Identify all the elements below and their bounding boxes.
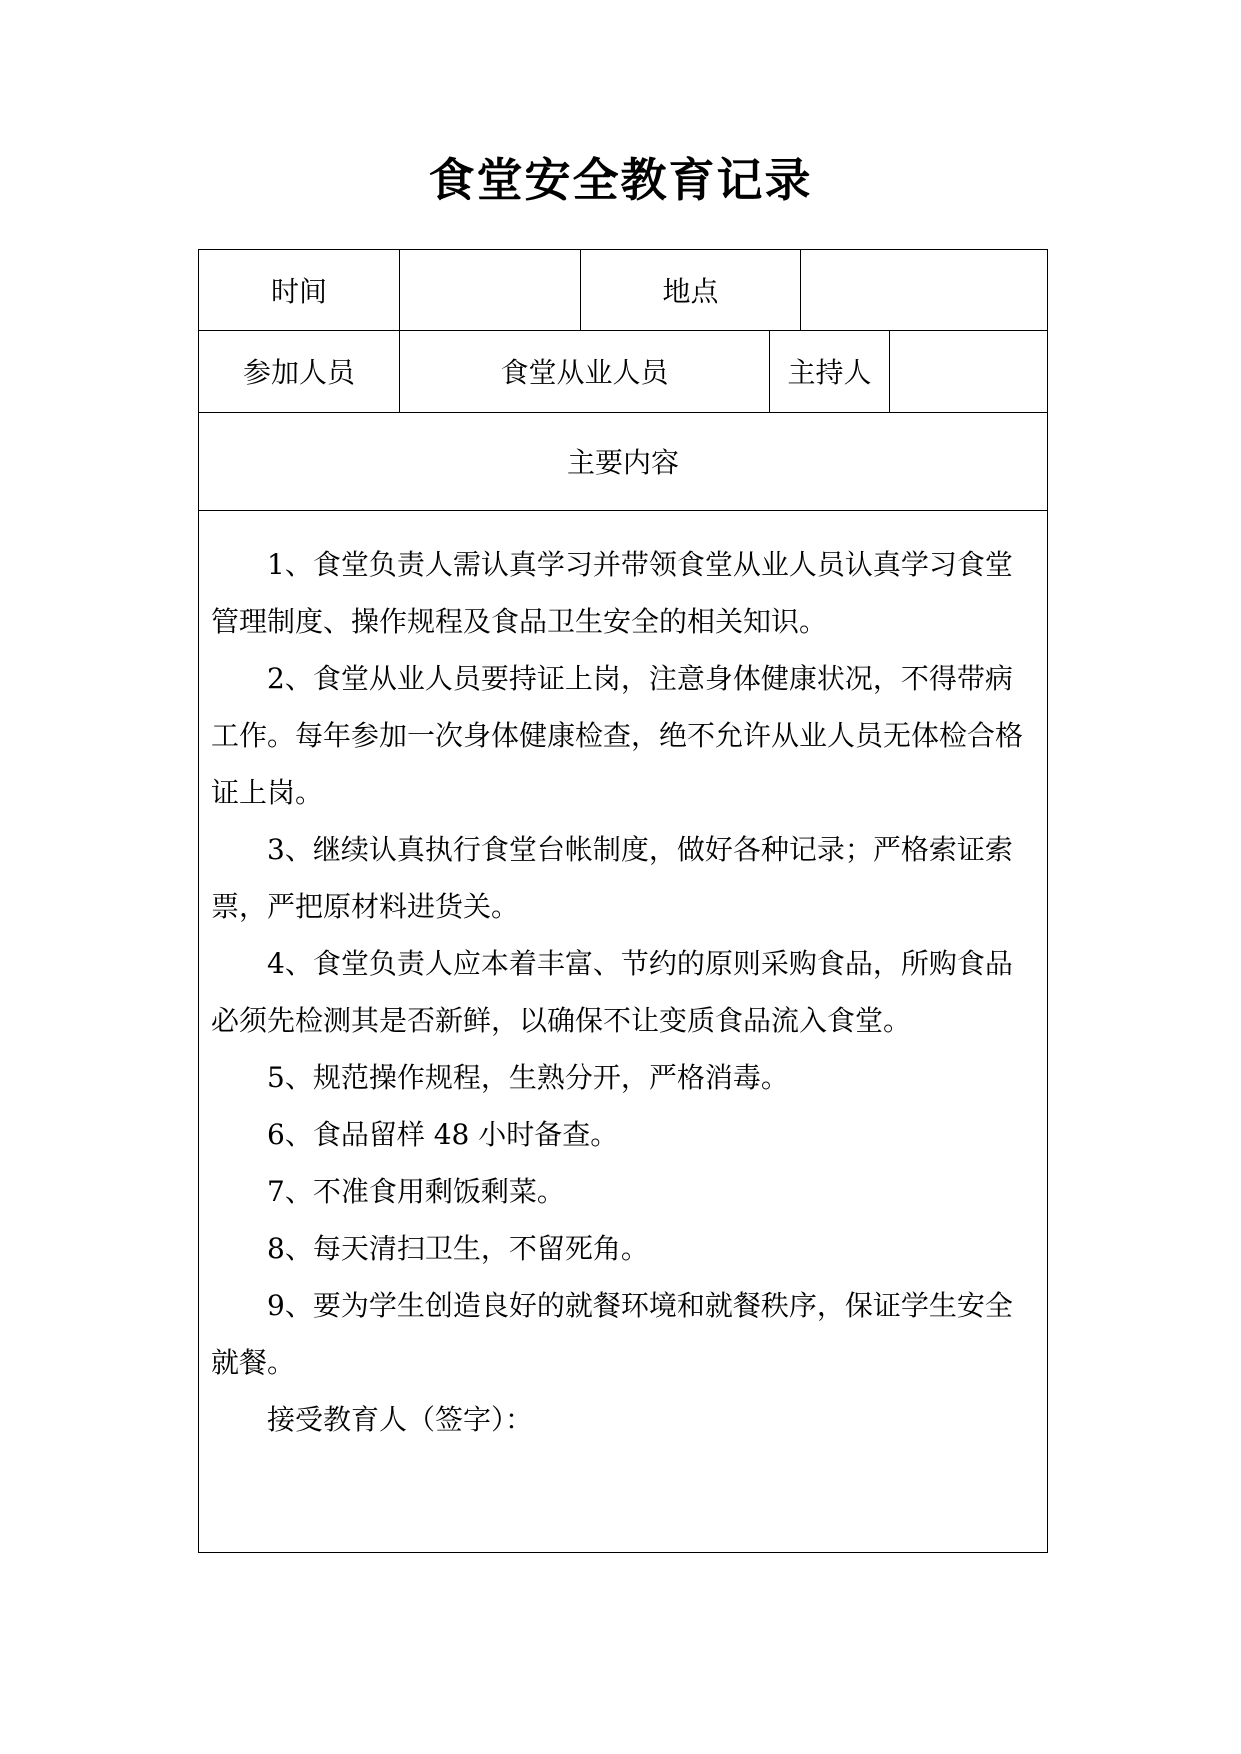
content-item: 4、食堂负责人应本着丰富、节约的原则采购食品，所购食品必须先检测其是否新鲜，以确保不让变质食品流入食堂。: [211, 947, 1013, 1037]
content-item: 9、要为学生创造良好的就餐环境和就餐秩序，保证学生安全就餐。: [211, 1289, 1013, 1379]
content-item: 3、继续认真执行食堂台帐制度，做好各种记录；严格索证索票，严把原材料进货关。: [211, 833, 1013, 923]
content-item: 7、不准食用剩饭剩菜。: [267, 1175, 565, 1208]
time-label: 时间: [270, 275, 327, 308]
host-label: 主持人: [787, 356, 872, 389]
participants-label: 参加人员: [242, 356, 355, 389]
signature-label: 接受教育人（签字）：: [267, 1403, 534, 1436]
record-table: [198, 249, 1048, 1553]
time-value: [400, 250, 580, 330]
row-divider: [199, 510, 1047, 511]
main-content: [211, 536, 1039, 1448]
host-value: [890, 330, 1047, 412]
participants-value: 食堂从业人员: [500, 356, 669, 389]
place-label: 地点: [662, 275, 719, 308]
place-value: [801, 250, 1047, 330]
content-item: 1、食堂负责人需认真学习并带领食堂从业人员认真学习食堂管理制度、操作规程及食品卫生安全的相关知识。: [211, 548, 1013, 638]
content-item: 2、食堂从业人员要持证上岗，注意身体健康状况，不得带病工作。每年参加一次身体健康检查，绝不允许从业人员无体检合格证上岗。: [211, 662, 1024, 809]
page-title: 食堂安全教育记录: [428, 153, 813, 207]
section-header: 主要内容: [566, 446, 679, 479]
content-item: 5、规范操作规程，生熟分开，严格消毒。: [267, 1061, 789, 1094]
content-item: 8、每天清扫卫生，不留死角。: [267, 1232, 649, 1265]
content-item: 6、食品留样 48 小时备查。: [267, 1118, 619, 1151]
